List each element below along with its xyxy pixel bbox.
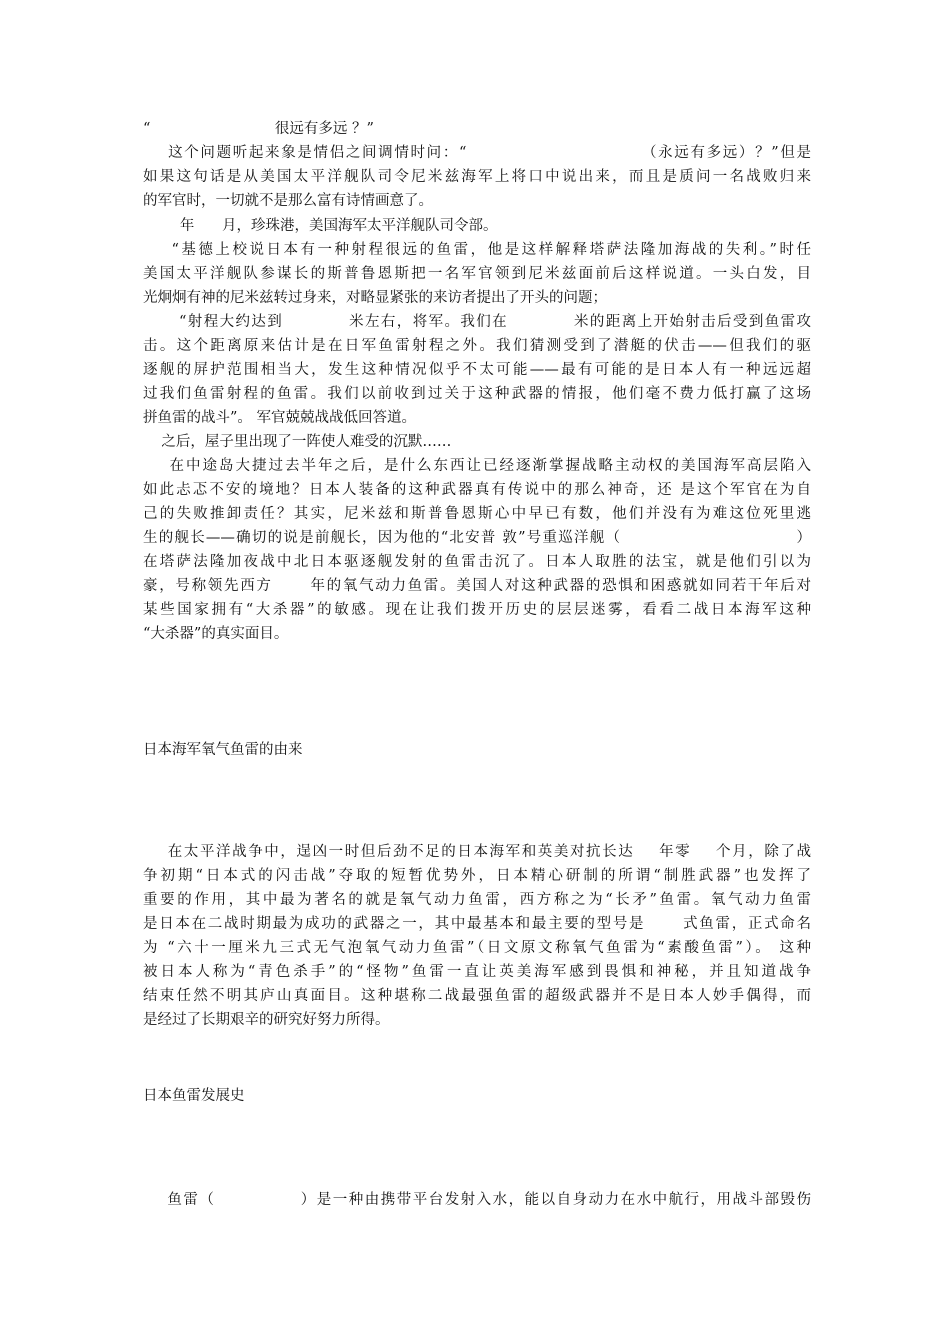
text-line: 光炯炯有神的尼米兹转过身来，对略显紧张的来访者提出了开头的问题； <box>143 290 607 306</box>
text-line: 美国太平洋舰队参谋长的斯普鲁恩斯把一名军官领到尼米兹面前后这样说道。一头白发，目 <box>143 266 811 282</box>
text-line: 在中途岛大捷过去半年之后，是什么东西让已经逐渐掌握战略主动权的美国海军高层陷入 <box>143 458 811 474</box>
text-line: 生的舰长——确切的说是前舰长，因为他的“北安普 敦”号重巡洋舰（ ） <box>143 530 811 546</box>
text-line: “射程大约达到 米左右，将军。我们在 米的距离上开始射击后受到鱼雷攻 <box>143 314 811 330</box>
text-line: 重要的作用，其中最为著名的就是氧气动力鱼雷，西方称之为“长矛”鱼雷。氧气动力鱼雷 <box>143 892 811 908</box>
text-line: 争初期“日本式的闪击战”夺取的短暂优势外，日本精心研制的所谓“制胜武器”也发挥了 <box>143 868 811 884</box>
text-line: 拼鱼雷的战斗”。 军官兢兢战战低回答道。 <box>143 410 417 426</box>
text-line: 如此忐忑不安的境地？日本人装备的这种武器真有传说中的那么神奇，还 是这个军官在为自 <box>143 482 811 498</box>
text-line: 某些国家拥有“大杀器”的敏感。现在让我们拨开历史的层层迷雾，看看二战日本海军这种 <box>143 602 811 618</box>
text-line: 过我们鱼雷射程的鱼雷。我们以前收到过关于这种武器的情报，他们毫不费力低打赢了这场 <box>143 386 811 402</box>
text-line: 在塔萨法隆加夜战中北日本驱逐舰发射的鱼雷击沉了。日本人取胜的法宝，就是他们引以为 <box>143 554 811 570</box>
text-line: “ 很远有多远 ？” <box>143 121 374 137</box>
text-line: 为 “六十一厘米九三式无气泡氧气动力鱼雷”（日文原文称氧气鱼雷为“素酸鱼雷”）。 这种 <box>143 940 811 956</box>
text-line: 鱼雷（ ）是一种由携带平台发射入水，能以自身动力在水中航行，用战斗部毁伤 <box>143 1192 811 1208</box>
text-line: 年 月，珍珠港，美国海军太平洋舰队司令部。 <box>143 218 498 234</box>
text-line: 己的失败推卸责任？其实，尼米兹和斯普鲁恩斯心中早已有数，他们并没有为难这位死里逃 <box>143 506 811 522</box>
section-heading: 日本海军氧气鱼雷的由来 <box>143 742 303 758</box>
text-line: 逐舰的屏护范围相当大，发生这种情况似乎不太可能——最有可能的是日本人有一种远远超 <box>143 362 811 378</box>
text-line: 击。这个距离原来估计是在日军鱼雷射程之外。我们猜测受到了潜艇的伏击——但我们的驱 <box>143 338 811 354</box>
text-line: 的军官时，一切就不是那么富有诗情画意了。 <box>143 193 433 209</box>
text-line: “大杀器”的真实面目。 <box>143 626 289 642</box>
section-heading: 日本鱼雷发展史 <box>143 1088 245 1104</box>
text-line: 这个问题听起来象是情侣之间调情时问：“ （永远有多远）？”但是 <box>143 145 811 161</box>
text-line: 之后，屋子里出现了一阵使人难受的沉默…… <box>143 434 452 450</box>
text-line: 在太平洋战争中，逞凶一时但后劲不足的日本海军和英美对抗长达 年零 个月，除了战 <box>143 844 811 860</box>
text-line: 如果这句话是从美国太平洋舰队司令尼米兹海军上将口中说出来，而且是质问一名战败归来 <box>143 169 811 185</box>
text-line: 结束任然不明其庐山真面目。这种堪称二战最强鱼雷的超级武器并不是日本人妙手偶得，而 <box>143 988 811 1004</box>
text-line: “基德上校说日本有一种射程很远的鱼雷，他是这样解释塔萨法隆加海战的失利。”时任 <box>143 242 811 258</box>
text-line: 豪，号称领先西方 年的氧气动力鱼雷。美国人对这种武器的恐惧和困惑就如同若干年后对 <box>143 578 811 594</box>
text-line: 是日本在二战时期最为成功的武器之一，其中最基本和最主要的型号是 式鱼雷，正式命名 <box>143 916 811 932</box>
text-line: 被日本人称为“青色杀手”的“怪物”鱼雷一直让英美海军感到畏惧和神秘，并且知道战争 <box>143 964 811 980</box>
text-line: 是经过了长期艰辛的研究好努力所得。 <box>143 1012 390 1028</box>
